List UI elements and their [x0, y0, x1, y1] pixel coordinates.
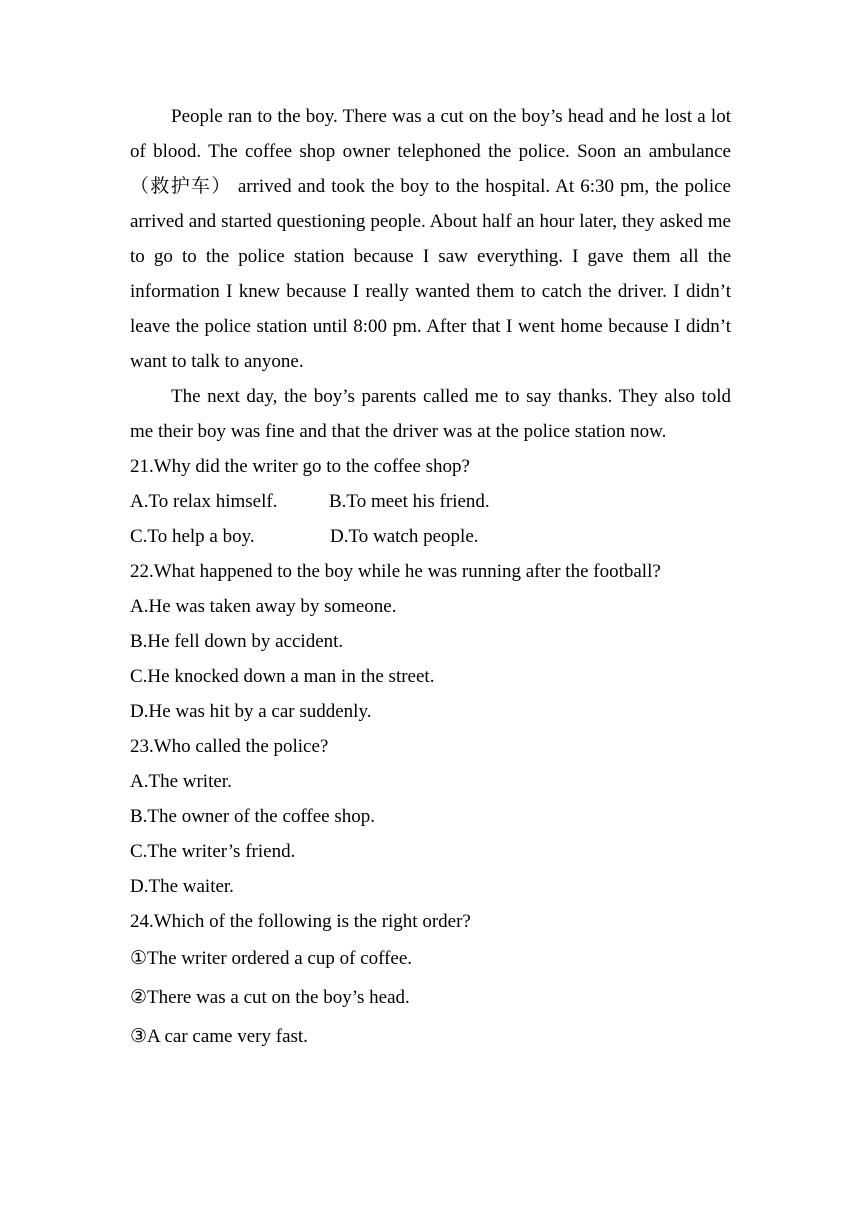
question-22-stem: 22.What happened to the boy while he was running after the football? — [130, 561, 661, 582]
passage-paragraph-2: The next day, the boy’s parents called me to say thanks. They also told me their boy was fine and that the driver was at the police station now. — [130, 386, 731, 442]
question-21-option-c: C.To help a boy. — [130, 526, 255, 547]
question-21-options-row-2 — [130, 519, 731, 554]
question-21-option-d: D.To watch people. — [330, 526, 479, 547]
question-24 — [130, 904, 731, 1056]
question-24-item-3: ③A car came very fast. — [130, 1026, 308, 1047]
question-22-option-b: B.He fell down by accident. — [130, 631, 344, 652]
question-22-option-d: D.He was hit by a car suddenly. — [130, 701, 372, 722]
question-23-option-c: C.The writer’s friend. — [130, 841, 296, 862]
question-21 — [130, 449, 731, 554]
passage-paragraph-1: People ran to the boy. There was a cut on the boy’s head and he lost a lot of blood. The coffee shop owner telephoned the police. Soon an ambulance（救护车） arrived and took the boy to the hospital. At 6:30 pm, the police arrived and started questioning people. About half an hour later, they asked me to go to the police station because I saw everything. I gave them all the information I knew because I really wanted them to catch the driver. I didn’t leave the police station until 8:00 pm. After that I went home because I didn’t want to talk to anyone. — [130, 106, 731, 372]
question-21-stem: 21.Why did the writer go to the coffee shop? — [130, 456, 470, 477]
document-page — [130, 99, 731, 1056]
question-21-options-row-1 — [130, 484, 731, 519]
question-22-option-c: C.He knocked down a man in the street. — [130, 666, 435, 687]
question-24-item-2: ②There was a cut on the boy’s head. — [130, 987, 410, 1008]
question-23-stem: 23.Who called the police? — [130, 736, 329, 757]
question-23-option-d: D.The waiter. — [130, 876, 234, 897]
question-23 — [130, 729, 731, 904]
question-24-stem: 24.Which of the following is the right order? — [130, 911, 471, 932]
question-23-option-b: B.The owner of the coffee shop. — [130, 806, 375, 827]
question-23-option-a: A.The writer. — [130, 771, 232, 792]
question-21-option-b: B.To meet his friend. — [329, 491, 490, 512]
question-22-option-a: A.He was taken away by someone. — [130, 596, 397, 617]
question-24-item-1: ①The writer ordered a cup of coffee. — [130, 948, 413, 969]
question-22 — [130, 554, 731, 729]
question-21-option-a: A.To relax himself. — [130, 491, 278, 512]
